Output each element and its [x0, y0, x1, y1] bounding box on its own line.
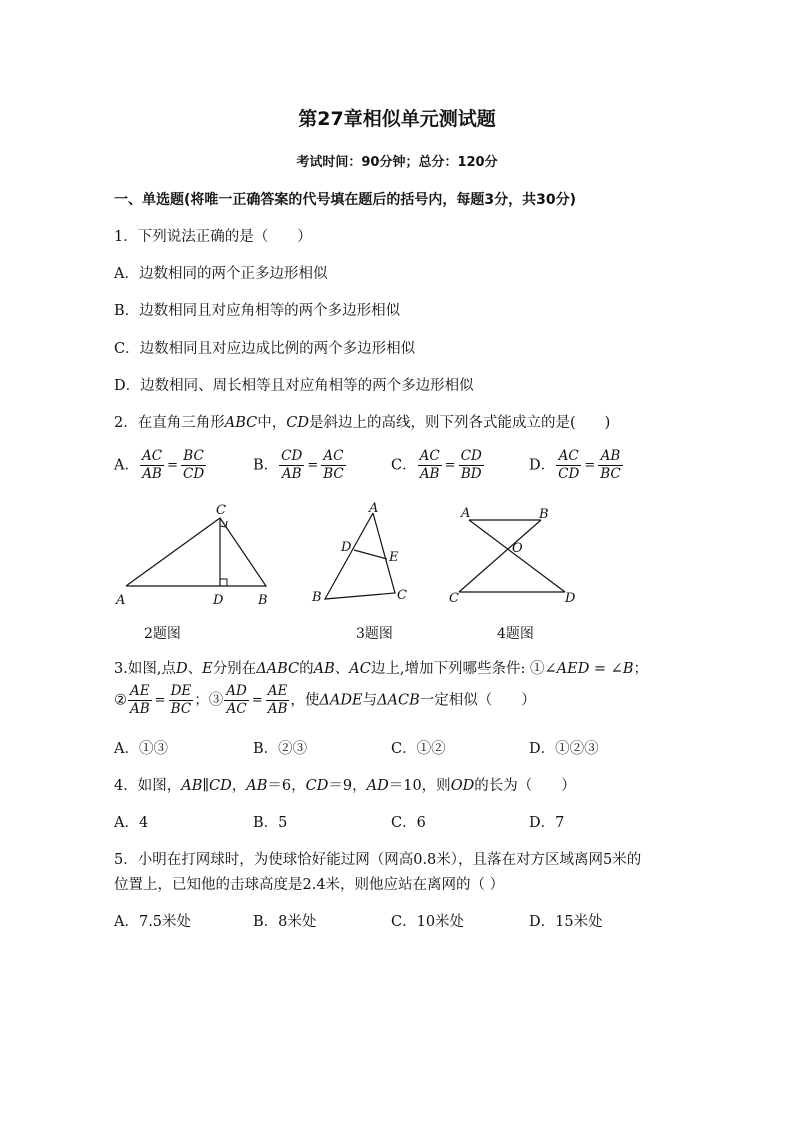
q1-option-a: A．边数相同的两个正多边形相似 — [114, 266, 328, 282]
q3-option-c: C．①② — [391, 741, 446, 757]
figure-4-caption: 4题图 — [497, 626, 534, 642]
q2-stem-text: 2．在直角三角形 — [114, 415, 225, 431]
exam-info: 考试时间：90分钟；总分：120分 — [296, 155, 498, 170]
q2-option-d: D． $\frac{AC}{CD}$ = $\frac{AB}{BC}$ — [529, 448, 621, 482]
option-label: C． — [391, 457, 417, 474]
fraction: $\frac{AD}{AC}$ — [226, 683, 247, 717]
fig4-label-o: O — [512, 541, 523, 556]
q3-option-a: A．①③ — [114, 741, 168, 757]
q1-option-c: C．边数相同且对应边成比例的两个多边形相似 — [114, 341, 416, 357]
fraction: $\frac{AE}{AB}$ — [130, 683, 150, 717]
fig2-label-b: B — [258, 593, 268, 608]
option-label: A． — [114, 457, 139, 474]
fig2-label-a: A — [116, 593, 126, 608]
q2-option-a: A． $\frac{AC}{AB}$ = $\frac{BC}{CD}$ — [114, 448, 205, 482]
q5-stem-line1: 5．小明在打网球时，为使球恰好能过网（网高0.8米），且落在对方区域离网5米的 — [114, 852, 642, 868]
fig4-label-c: C — [449, 591, 459, 606]
fraction: $\frac{CD}{AB}$ — [281, 448, 303, 482]
q1-option-d: D．边数相同、周长相等且对应角相等的两个多边形相似 — [114, 378, 474, 394]
fig4-label-d: D — [565, 591, 576, 606]
q1-stem: 1．下列说法正确的是（ ） — [114, 229, 312, 245]
q5-option-c: C．10米处 — [391, 914, 465, 930]
fraction: $\frac{AC}{BC}$ — [323, 448, 344, 482]
q4-stem: 4．如图，AB∥CD，AB＝6，CD＝9，AD＝10，则OD的长为（ ） — [114, 778, 576, 794]
q3-stem-line1: 3.如图,点D、E分别在ΔABC的AB、AC边上,增加下列哪些条件: ①∠AED = ∠B； — [114, 661, 648, 677]
fraction: $\frac{BC}{CD}$ — [182, 448, 205, 482]
q2-option-c: C． $\frac{AC}{AB}$ = $\frac{CD}{BD}$ — [391, 448, 482, 482]
fig4-label-a: A — [461, 506, 471, 521]
q5-option-b: B．8米处 — [253, 914, 317, 930]
figure-2-caption: 2题图 — [144, 626, 181, 642]
figure-3-triangle — [305, 495, 425, 610]
figure-2-right-triangle — [110, 500, 280, 610]
fraction: $\frac{AC}{AB}$ — [419, 448, 440, 482]
fig2-label-d: D — [213, 593, 224, 608]
fraction: $\frac{DE}{BC}$ — [170, 683, 192, 717]
q4-option-d: D．7 — [529, 815, 565, 831]
fraction: $\frac{CD}{BD}$ — [460, 448, 482, 482]
q3-option-d: D．①②③ — [529, 741, 599, 757]
q2-option-b: B． $\frac{CD}{AB}$ = $\frac{AC}{BC}$ — [253, 448, 344, 482]
q2-stem — [114, 413, 610, 433]
fraction: $\frac{AC}{CD}$ — [558, 448, 580, 482]
fig3-label-d: D — [341, 540, 352, 555]
fraction: $\frac{AC}{AB}$ — [141, 448, 163, 482]
q5-option-a: A．7.5米处 — [114, 914, 192, 930]
q4-option-a: A．4 — [114, 815, 149, 831]
fig3-label-a: A — [369, 501, 379, 516]
figure-4-crossing-lines — [445, 500, 585, 610]
q1-option-b: B．边数相同且对应角相等的两个多边形相似 — [114, 303, 401, 319]
fig3-label-e: E — [389, 550, 399, 565]
option-label: D． — [529, 457, 556, 474]
q4-option-c: C．6 — [391, 815, 426, 831]
fig3-label-c: C — [397, 588, 407, 603]
section-heading: 一、单选题(将唯一正确答案的代号填在题后的括号内，每题3分，共30分) — [114, 192, 577, 208]
q2-stem-text: 中， — [257, 415, 287, 431]
q3-stem-line2: ② $\frac{AE}{AB}$ = $\frac{DE}{BC}$ ；③ $\frac{AD}{AC}$ = $\frac{AE}{AB}$ ，使ΔADE与ΔACB一定相似（ ） — [114, 683, 536, 717]
q2-var-abc: ABC — [224, 415, 258, 431]
q2-stem-text: 是斜边上的高线，则下列各式能成立的是( ) — [308, 415, 611, 431]
page-title: 第27章相似单元测试题 — [298, 108, 496, 130]
fig3-label-b: B — [312, 590, 322, 605]
q5-stem-line2: 位置上，已知他的击球高度是2.4米，则他应站在离网的（ ） — [114, 877, 505, 893]
q2-var-cd: CD — [286, 415, 309, 431]
q3-option-b: B．②③ — [253, 741, 308, 757]
fig2-label-c: C — [216, 503, 226, 518]
fraction: $\frac{AB}{BC}$ — [600, 448, 621, 482]
q5-option-d: D．15米处 — [529, 914, 603, 930]
fig4-label-b: B — [539, 507, 549, 522]
figure-3-caption: 3题图 — [356, 626, 393, 642]
q4-option-b: B．5 — [253, 815, 288, 831]
option-label: B． — [253, 457, 279, 474]
fraction: $\frac{AE}{AB}$ — [267, 683, 288, 717]
